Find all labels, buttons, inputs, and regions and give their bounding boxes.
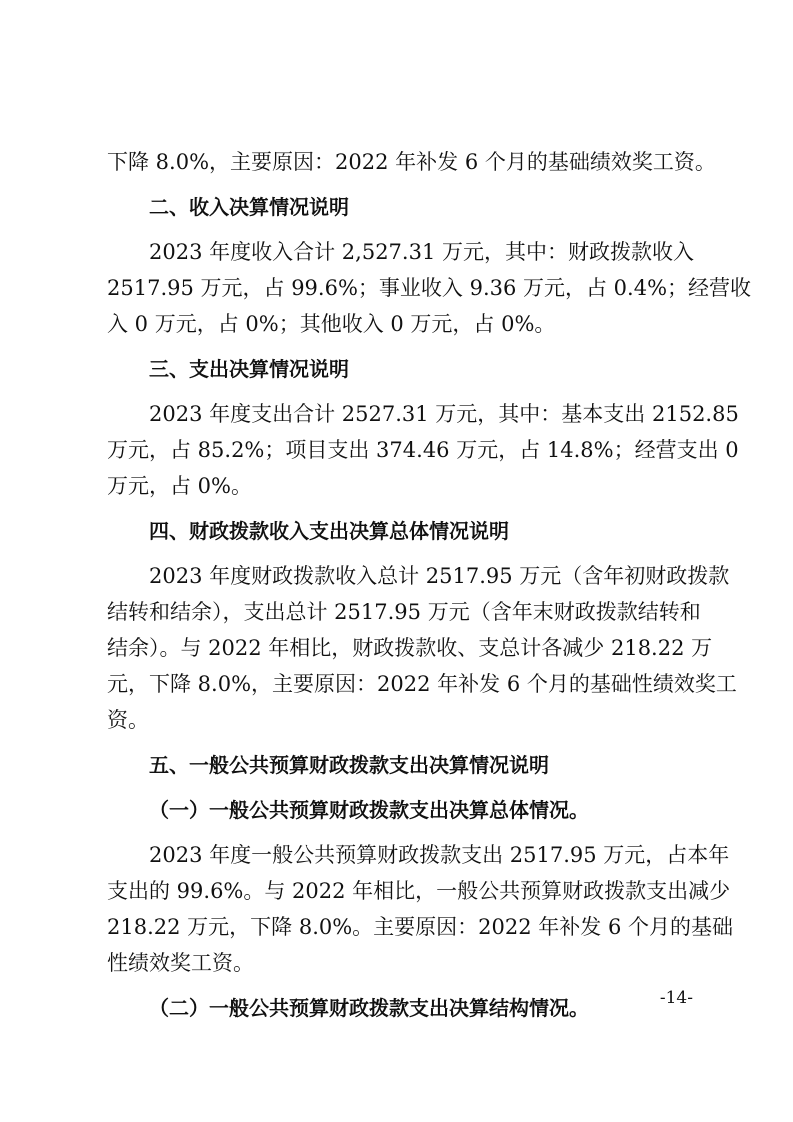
subsection-heading-structure: （二）一般公共预算财政拨款支出决算结构情况。 [149,996,589,1020]
section-heading-expenditure: 三、支出决算情况说明 [149,357,349,381]
section-heading-income: 二、收入决算情况说明 [149,195,349,219]
paragraph-line: 2023 年度收入合计 2,527.31 万元，其中：财政拨款收入 [149,240,694,264]
paragraph-line: 2517.95 万元，占 99.6%；事业收入 9.36 万元，占 0.4%；经营收 [107,276,752,300]
paragraph-line: 性绩效奖工资。 [107,951,254,975]
paragraph-line: 万元，占 0%。 [107,474,252,498]
subsection-heading-overall: （一）一般公共预算财政拨款支出决算总体情况。 [149,798,589,822]
paragraph-line: 资。 [107,708,149,732]
paragraph-line: 2023 年度一般公共预算财政拨款支出 2517.95 万元，占本年 [149,843,730,867]
paragraph-line: 2023 年度支出合计 2527.31 万元，其中：基本支出 2152.85 [149,402,739,426]
section-heading-fiscal-appropriation: 四、财政拨款收入支出决算总体情况说明 [149,519,509,543]
page-number: -14- [659,988,693,1008]
paragraph-line: 元，下降 8.0%，主要原因：2022 年补发 6 个月的基础性绩效奖工 [107,672,737,696]
paragraph-line: 结转和结余），支出总计 2517.95 万元（含年末财政拨款结转和 [107,600,701,624]
paragraph-line: 万元，占 85.2%；项目支出 374.46 万元，占 14.8%；经营支出 0 [107,438,739,462]
paragraph-line: 2023 年度财政拨款收入总计 2517.95 万元（含年初财政拨款 [149,564,730,588]
section-heading-general-budget: 五、一般公共预算财政拨款支出决算情况说明 [149,753,549,777]
paragraph-line: 入 0 万元，占 0%；其他收入 0 万元，占 0%。 [107,312,556,336]
opening-paragraph [107,144,716,180]
income-paragraph [107,234,752,342]
paragraph-line: 结余）。与 2022 年相比，财政拨款收、支总计各减少 218.22 万 [107,636,713,660]
paragraph-line: 下降 8.0%，主要原因：2022 年补发 6 个月的基础绩效奖工资。 [107,150,716,174]
expenditure-paragraph [107,396,739,504]
paragraph-line: 218.22 万元，下降 8.0%。主要原因：2022 年补发 6 个月的基础 [107,915,734,939]
general-budget-overall-paragraph [107,837,734,981]
fiscal-appropriation-paragraph [107,558,737,738]
document-body [107,144,752,1035]
paragraph-line: 支出的 99.6%。与 2022 年相比，一般公共预算财政拨款支出减少 [107,879,731,903]
